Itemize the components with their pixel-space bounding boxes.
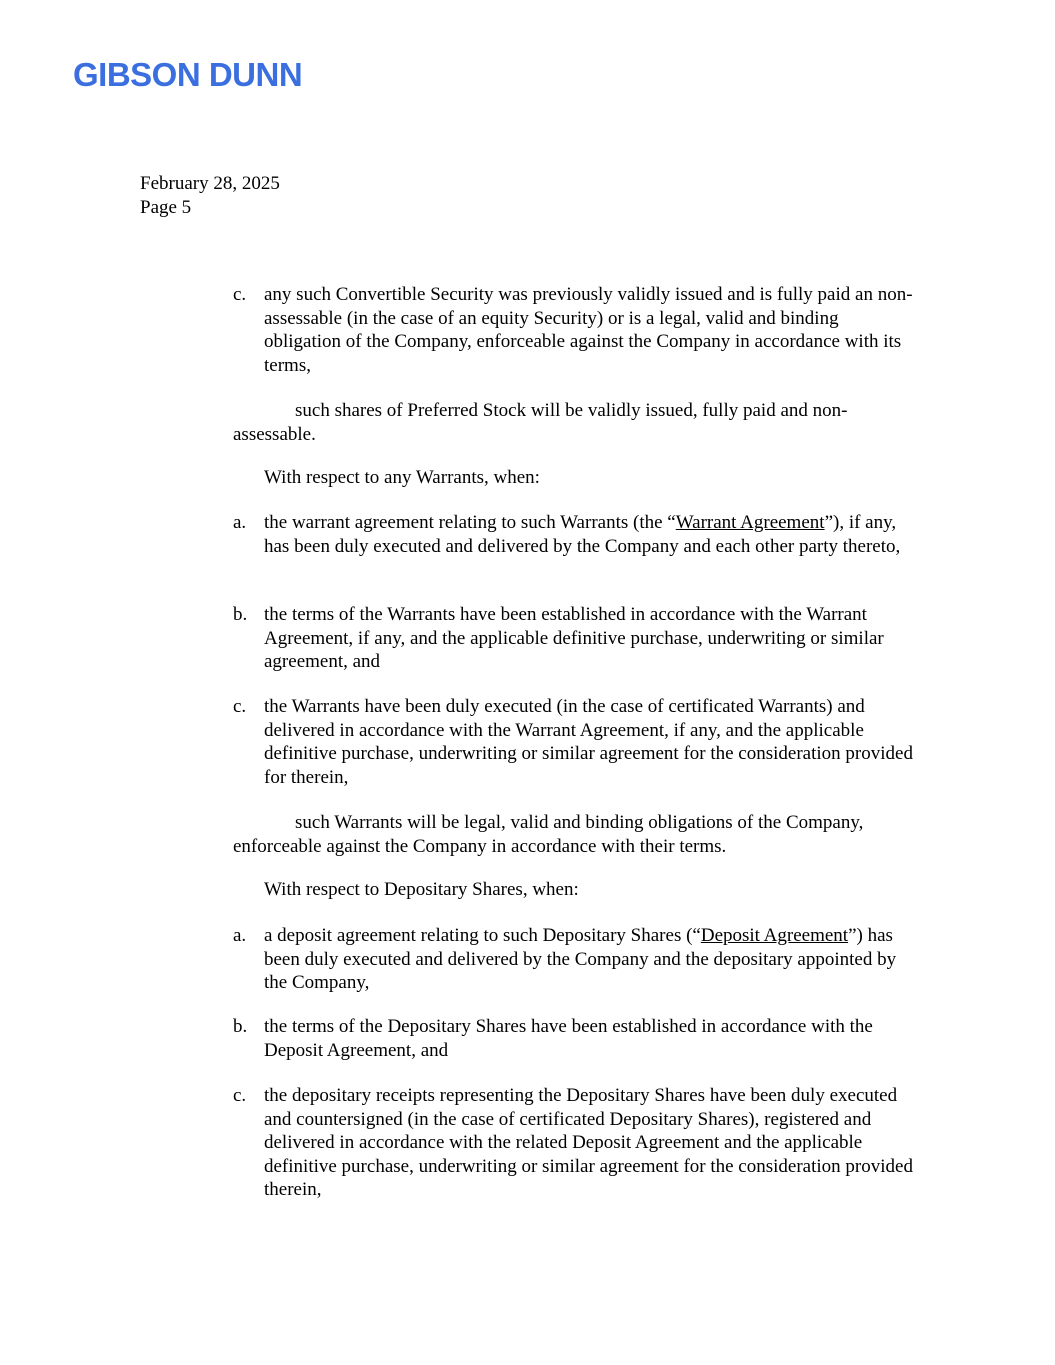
list-item [233, 695, 913, 789]
gibson-dunn-logo: GIBSON DUNN [73, 56, 303, 93]
list-item [233, 603, 913, 674]
list-item [233, 924, 913, 995]
list-item [233, 283, 913, 377]
depositary-shares-lead-in: With respect to Depositary Shares, when: [264, 879, 579, 900]
defined-term-warrant-agreement: Warrant Agreement [675, 512, 825, 533]
list-marker: b. [233, 604, 248, 625]
text-segment: ”), if any, has been duly executed and delivered by the Company and each other party thereto, [264, 512, 901, 557]
list-item-text: the depositary receipts representing the Depositary Shares have been duly executed and countersigned (in the case of certificated Depositary Shares), registered and delivered in accordance with the related Deposit Agreement and the applicable definitive purchase, underwriting or similar agreement for the consideration provided therein, [264, 1085, 913, 1200]
page-number: Page 5 [140, 197, 192, 218]
list-marker: a. [233, 925, 247, 946]
list-item-text: the Warrants have been duly executed (in the case of certificated Warrants) and delivered in accordance with the Warrant Agreement, if any, and the applicable definitive purchase, underwriting or similar agreement for the consideration provided for therein, [264, 696, 913, 788]
list-item-text [264, 924, 913, 995]
text-segment: a deposit agreement relating to such Depositary Shares (“ [264, 925, 701, 946]
warrants-lead-in: With respect to any Warrants, when: [264, 467, 540, 488]
preferred-stock-conclusion: such shares of Preferred Stock will be validly issued, fully paid and non-assessable. [233, 400, 848, 445]
list-item [233, 511, 913, 558]
list-item [233, 1015, 913, 1062]
letter-date: February 28, 2025 [140, 173, 280, 194]
list-marker: c. [233, 284, 247, 305]
list-marker: c. [233, 1085, 247, 1106]
text-segment: ”) has been duly executed and delivered by the Company and the depositary appointed by the Company, [264, 925, 897, 993]
list-marker: b. [233, 1016, 248, 1037]
list-item-text: the terms of the Depositary Shares have been established in accordance with the Deposit Agreement, and [264, 1016, 873, 1061]
list-item [233, 1084, 913, 1202]
list-marker: c. [233, 696, 247, 717]
list-item-text [264, 511, 913, 558]
defined-term-deposit-agreement: Deposit Agreement [700, 925, 849, 946]
warrants-conclusion: such Warrants will be legal, valid and binding obligations of the Company, enforceable against the Company in accordance with their terms. [233, 812, 864, 857]
list-marker: a. [233, 512, 247, 533]
list-item-text: any such Convertible Security was previously validly issued and is fully paid an non-assessable (in the case of an equity Security) or is a legal, valid and binding obligation of the Company, enforceable against the Company in accordance with its terms, [264, 284, 913, 376]
list-item-text: the terms of the Warrants have been established in accordance with the Warrant Agreement, if any, and the applicable definitive purchase, underwriting or similar agreement, and [264, 604, 884, 672]
text-segment: the warrant agreement relating to such Warrants (the “ [264, 512, 676, 533]
